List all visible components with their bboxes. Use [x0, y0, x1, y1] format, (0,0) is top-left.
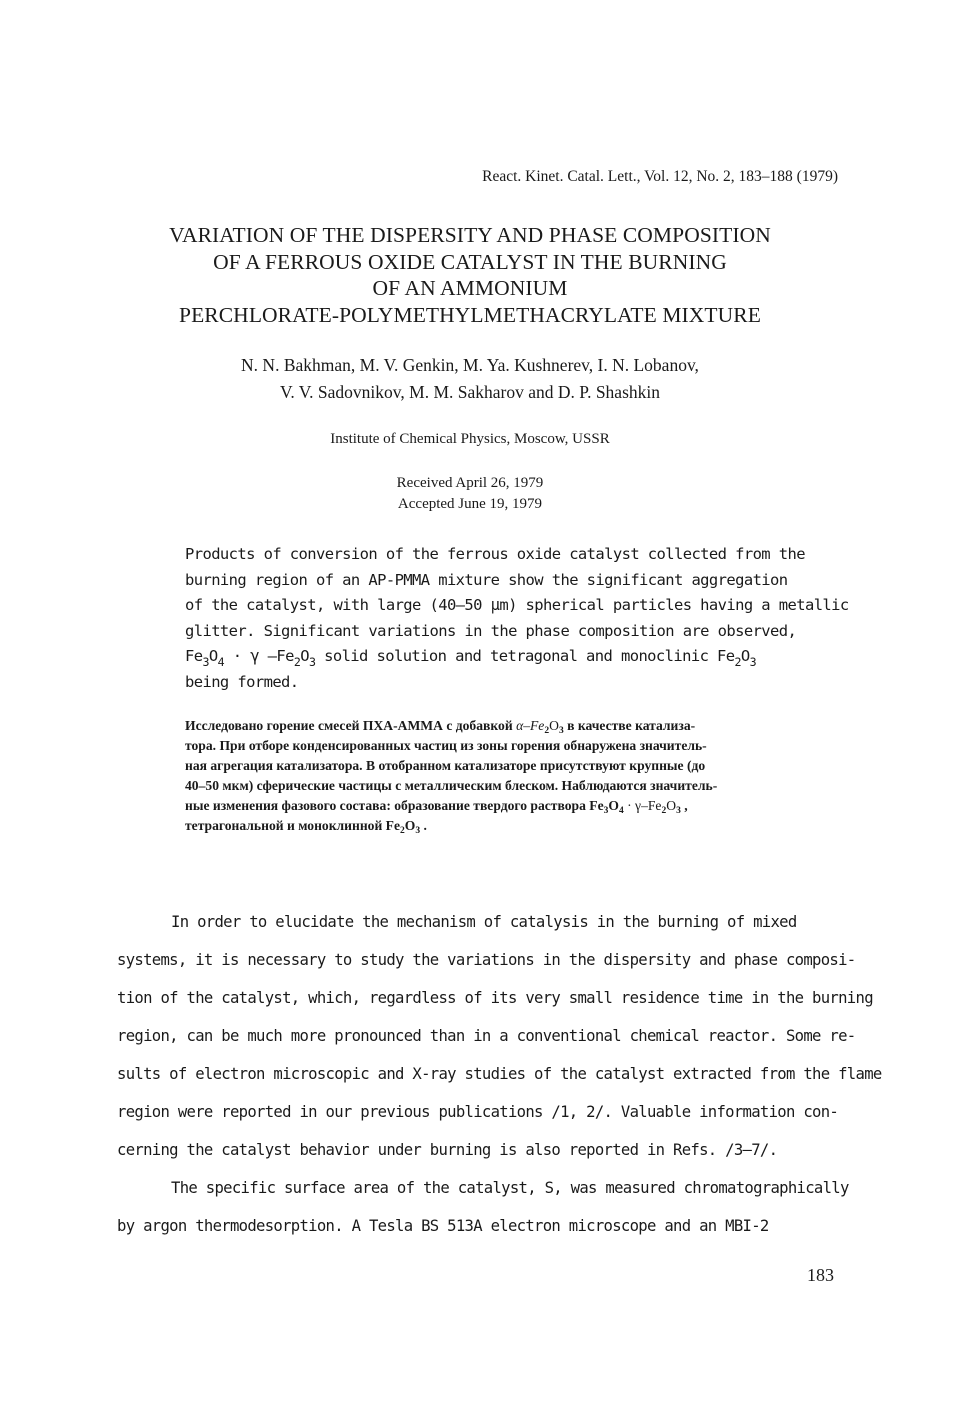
- abstract-line: of the catalyst, with large (40–50 μm) spherical particles having a metallic: [185, 596, 849, 614]
- formula-text: O: [208, 647, 218, 665]
- body-line: In order to elucidate the mechanism of catalysis in the burning of mixed: [171, 913, 797, 931]
- subscript: 2: [734, 655, 741, 669]
- ru-text: .: [420, 818, 427, 833]
- abstract-line: glitter. Significant variations in the phase composition are observed,: [185, 621, 797, 640]
- body-line: sults of electron microscopic and X-ray studies of the catalyst extracted from the flame: [117, 1065, 882, 1083]
- author-list: [0, 352, 940, 406]
- formula-text: γ –Fe: [250, 647, 294, 665]
- received-date: Received April 26, 1979: [396, 475, 544, 491]
- paper-title: [0, 222, 940, 328]
- ru-formula: · γ–Fe: [623, 798, 662, 813]
- ru-text: ,: [680, 798, 688, 813]
- abstract-line: Products of conversion of the ferrous oxide catalyst collected from the: [185, 545, 805, 563]
- ru-text: O: [404, 818, 416, 833]
- abstract-line: being formed.: [185, 672, 299, 691]
- ru-text: Исследовано горение смесей ПХА-АММА с добавкой: [185, 718, 517, 733]
- journal-reference: React. Kinet. Catal. Lett., Vol. 12, No. 2, 183–188 (1979): [482, 168, 838, 185]
- ru-formula: O: [549, 718, 559, 733]
- author-line: N. N. Bakhman, M. V. Genkin, M. Ya. Kushnerev, I. N. Lobanov,: [241, 355, 699, 375]
- subscript: 2: [661, 806, 667, 816]
- title-line: OF AN AMMONIUM: [372, 276, 568, 300]
- ru-formula: O: [666, 798, 677, 813]
- abstract-formula-line: [185, 644, 845, 670]
- formula-text: O: [300, 647, 309, 665]
- subscript: 3: [415, 826, 421, 836]
- author-line: V. V. Sadovnikov, M. M. Sakharov and D. P. Shashkin: [279, 382, 660, 402]
- title-line: PERCHLORATE-POLYMETHYLMETHACRYLATE MIXTURE: [179, 302, 761, 327]
- title-line: OF A FERROUS OXIDE CATALYST IN THE BURNING: [213, 249, 727, 274]
- body-line: The specific surface area of the catalyst, S, was measured chromatographically: [171, 1179, 849, 1197]
- abstract-ru-line: тора. При отборе конденсированных частиц из зоны горения обнаружена значитель-: [185, 738, 707, 753]
- body-line: cerning the catalyst behavior under burning is also reported in Refs. /3–7/.: [117, 1141, 778, 1159]
- ru-text: ные изменения фазового состава: образование твердого раствора Fe: [185, 798, 604, 813]
- subscript: 3: [676, 806, 681, 816]
- formula-text: ·: [223, 647, 251, 665]
- abstract-ru-line: ная агрегация катализатора. В отобранном катализаторе присутствуют крупные (до: [185, 758, 706, 773]
- affiliation: Institute of Chemical Physics, Moscow, USSR: [330, 431, 610, 447]
- ru-text: тетрагональной и моноклинной Fe: [185, 818, 401, 833]
- body-line: tion of the catalyst, which, regardless of its very small residence time in the burning: [117, 989, 873, 1007]
- page-number: 183: [807, 1265, 834, 1285]
- abstract-english: [185, 542, 849, 695]
- ru-text: O: [608, 798, 619, 813]
- subscript: 3: [749, 655, 757, 669]
- abstract-ru-line: [185, 816, 875, 836]
- subscript: 3: [603, 806, 609, 816]
- subscript: 3: [558, 726, 564, 736]
- subscript: 2: [544, 726, 550, 736]
- body-text: [117, 903, 882, 1245]
- abstract-ru-line: [185, 796, 875, 816]
- subscript: 3: [308, 655, 316, 669]
- body-line: by argon thermodesorption. A Tesla BS 513A electron microscope and an MBI-2: [117, 1217, 769, 1235]
- formula-text: O: [740, 647, 750, 665]
- accepted-date: Accepted June 19, 1979: [397, 496, 543, 512]
- abstract-ru-line: [185, 716, 875, 736]
- subscript: 4: [217, 655, 224, 669]
- subscript: 2: [400, 826, 405, 836]
- ru-text: в качестве катализа-: [563, 718, 696, 733]
- subscript: 3: [202, 655, 209, 669]
- formula-text: Fe: [185, 647, 203, 665]
- abstract-ru-line: 40–50 мкм) сферические частицы с металлическим блеском. Наблюдаются значитель-: [185, 778, 718, 793]
- abstract-russian: [185, 716, 875, 836]
- abstract-line: burning region of an AP-PMMA mixture show the significant aggregation: [185, 570, 788, 589]
- body-line: region, can be much more pronounced than in a conventional chemical reactor. Some re-: [117, 1027, 856, 1045]
- body-line: systems, it is necessary to study the variations in the dispersity and phase composi-: [117, 951, 856, 969]
- submission-dates: [0, 473, 940, 515]
- title-line: VARIATION OF THE DISPERSITY AND PHASE COMPOSITION: [169, 223, 771, 247]
- formula-text: solid solution and tetragonal and monoclinic Fe: [315, 647, 735, 665]
- subscript: 2: [293, 655, 301, 669]
- subscript: 4: [618, 806, 624, 816]
- ru-formula: α–Fe: [516, 718, 545, 733]
- body-line: region were reported in our previous publications /1, 2/. Valuable information con-: [117, 1103, 839, 1121]
